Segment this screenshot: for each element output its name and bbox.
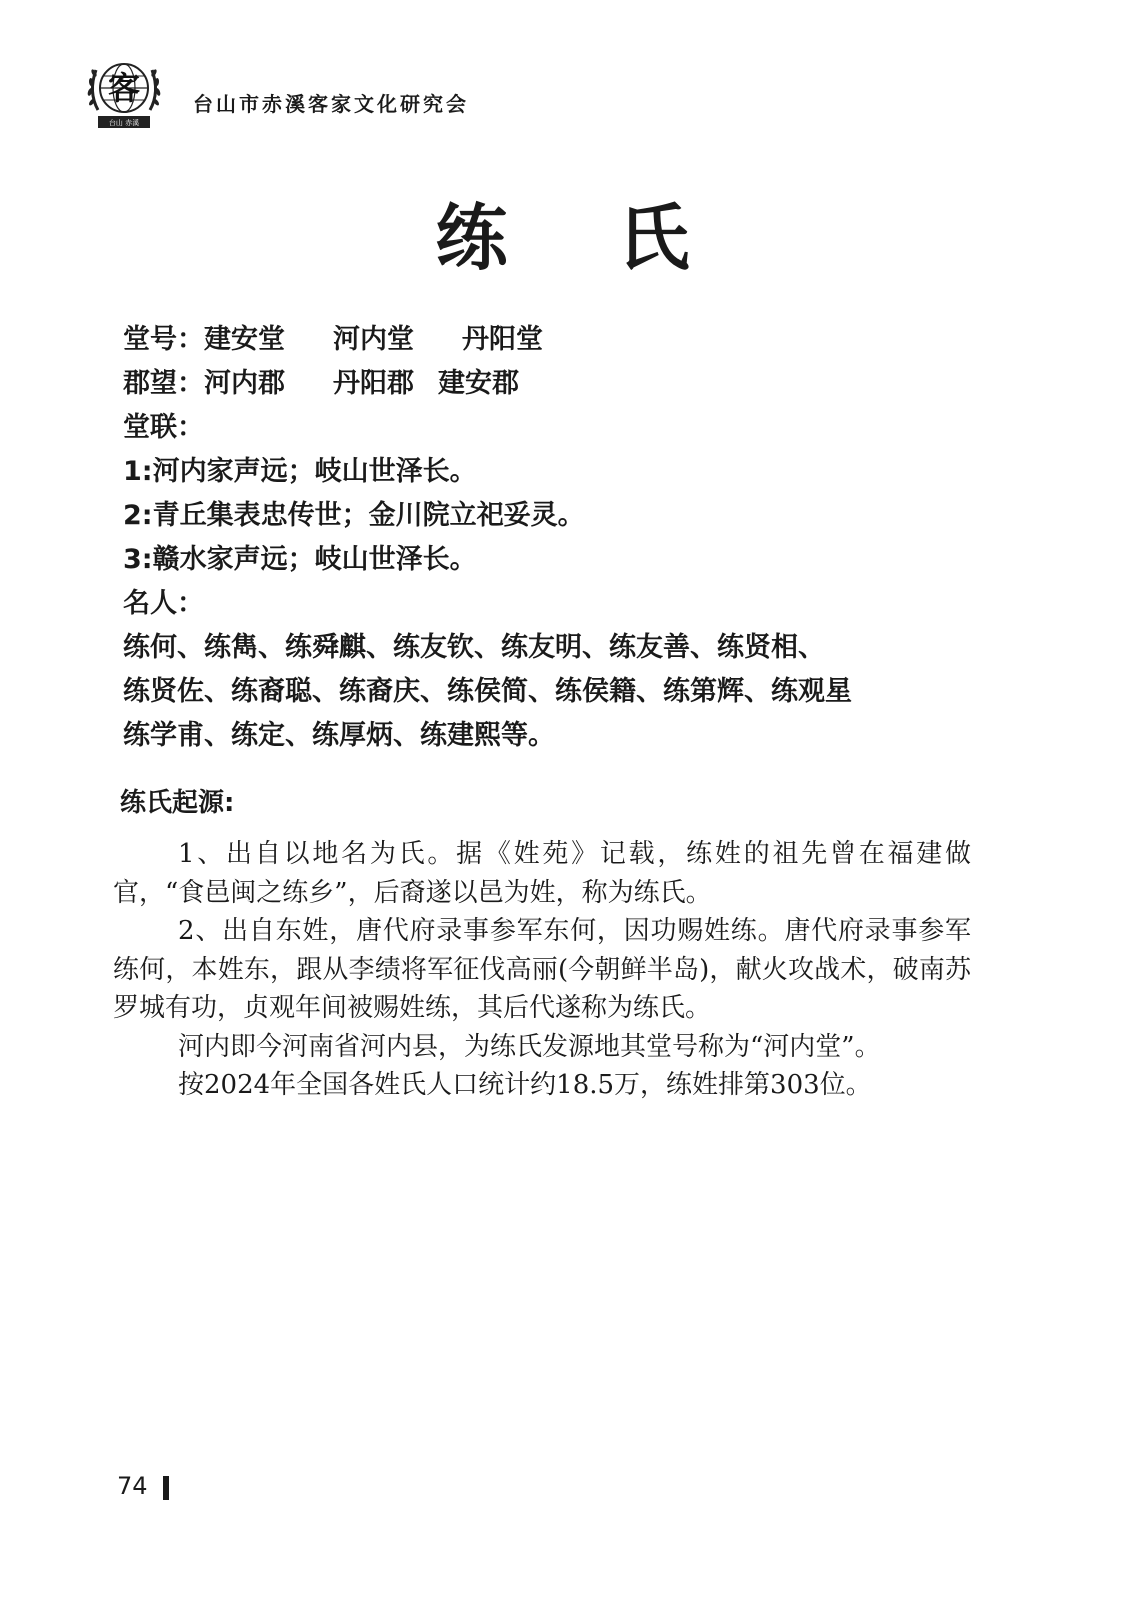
origin-paragraph: 按2024年全国各姓氏人口统计约18.5万，练姓排第303位。 [178, 1070, 872, 1100]
org-logo-emblem [84, 52, 164, 134]
page-number-bar [163, 1476, 169, 1500]
title-surname-char: 练 [435, 195, 508, 280]
hall-name: 建安堂 [204, 324, 285, 355]
origin-paragraph: 2、出自东姓，唐代府录事参军东何，因功赐姓练。唐代府录事参军练何，本姓东，跟从李绩将军征伐高丽(今朝鲜半岛)，献火攻战术，破南苏罗城有功，贞观年间被赐姓练，其后代遂称为练氏。 [113, 916, 971, 1023]
origin-paragraph: 河内即今河南省河内县，为练氏发源地其堂号称为“河内堂”。 [178, 1031, 881, 1062]
title-clan-char: 氏 [617, 195, 690, 280]
hall-label: 堂号： [123, 324, 204, 355]
page-number: 74 [117, 1472, 148, 1500]
clan-info [123, 318, 1003, 758]
commandery-line [123, 362, 1003, 406]
couplet-item: 1:河内家声远；岐山世泽长。 [123, 456, 477, 487]
famous-label: 名人： [123, 588, 204, 619]
couplet-item: 3:赣水家声远；岐山世泽长。 [123, 544, 477, 575]
origin-paragraph: 1、出自以地名为氏。据《姓苑》记载，练姓的祖先曾在福建做官，“食邑闽之练乡”，后裔遂以邑为姓，称为练氏。 [113, 839, 971, 908]
hall-names-line [123, 318, 1003, 362]
origin-heading: 练氏起源: [120, 788, 235, 818]
logo-character: 客 [107, 69, 141, 107]
famous-names-line: 练贤佐、练裔聪、练裔庆、练侯简、练侯籍、练第辉、练观星 [123, 676, 852, 707]
famous-names-line: 练学甫、练定、练厚炳、练建熙等。 [123, 720, 555, 751]
commandery-label: 郡望： [123, 368, 204, 399]
hall-name: 河内堂 [333, 324, 414, 355]
commandery-name: 建安郡 [438, 368, 519, 399]
org-logo [84, 52, 164, 134]
origin-body [113, 835, 971, 1105]
page-title [0, 180, 1125, 284]
org-name: 台山市赤溪客家文化研究会 [193, 92, 469, 116]
couplet-item: 2:青丘集表忠传世；金川院立祀妥灵。 [123, 500, 585, 531]
couplets-label: 堂联： [123, 412, 204, 443]
hall-name: 丹阳堂 [462, 324, 543, 355]
logo-label: 台山 赤溪 [108, 119, 140, 127]
commandery-name: 河内郡 [204, 368, 285, 399]
famous-names-line: 练何、练雋、练舜麒、练友钦、练友明、练友善、练贤相、 [123, 632, 825, 663]
commandery-name: 丹阳郡 [333, 368, 414, 399]
